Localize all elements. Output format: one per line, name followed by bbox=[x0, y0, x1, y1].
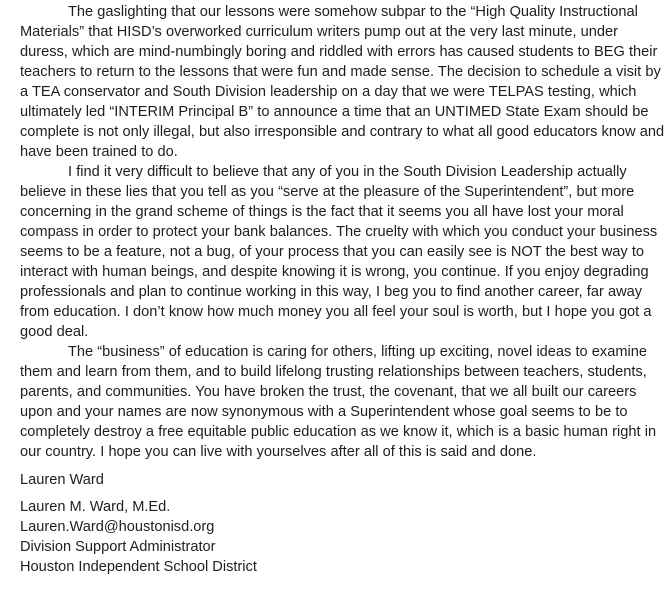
letter-paragraph-1: The gaslighting that our lessons were somehow subpar to the “High Quality Instructional Materials” that HISD’s overworked curriculum writers pump out at the very last minute, under duress, which are mind-numbingly boring and riddled with errors has caused students to BEG their teachers to return to the lessons that were fun and made sense. The decision to schedule a visit by a TEA conservator and South Division leadership on a day that we were TELPAS testing, which ultimately led “INTERIM Principal B” to announce a time that an UNTIMED State Exam should be complete is not only illegal, but also irresponsible and contrary to what all good educators know and have been trained to do. bbox=[20, 4, 665, 160]
signature-full-name: Lauren M. Ward, M.Ed. bbox=[20, 499, 171, 515]
signature-title: Division Support Administrator bbox=[20, 539, 216, 555]
letter-paragraph-2: I find it very difficult to believe that any of you in the South Division Leadership actually believe in these lies that you tell as you “serve at the pleasure of the Superintendent”, but more concerning in the grand scheme of things is the fact that it seems you all have lost your moral compass in order to protect your bank balances. The cruelty with which you conduct your business seems to be a feature, not a bug, of your process that you can easily see is NOT the best way to interact with human beings, and despite knowing it is wrong, you continue. If you enjoy degrading professionals and plan to continue working in this way, I beg you to find another career, far away from education. I don’t know how much money you all feel your soul is worth, but I hope you got a good deal. bbox=[20, 164, 658, 340]
signature-email: Lauren.Ward@houstonisd.org bbox=[20, 519, 215, 535]
signature-organization: Houston Independent School District bbox=[20, 559, 257, 575]
letter-paragraph-3: The “business” of education is caring for others, lifting up exciting, novel ideas to examine them and learn from them, and to build lifelong trusting relationships between teachers, students, parents, and communities. You have broken the trust, the covenant, that we all built our careers upon and your names are now synonymous with a Superintendent whose goal seems to be to completely destroy a free equitable public education as we know it, which is a basic human right in our country. I hope you can live with yourselves after all of this is said and done. bbox=[20, 344, 657, 460]
closing-name: Lauren Ward bbox=[20, 472, 104, 488]
signature-block bbox=[20, 497, 666, 577]
